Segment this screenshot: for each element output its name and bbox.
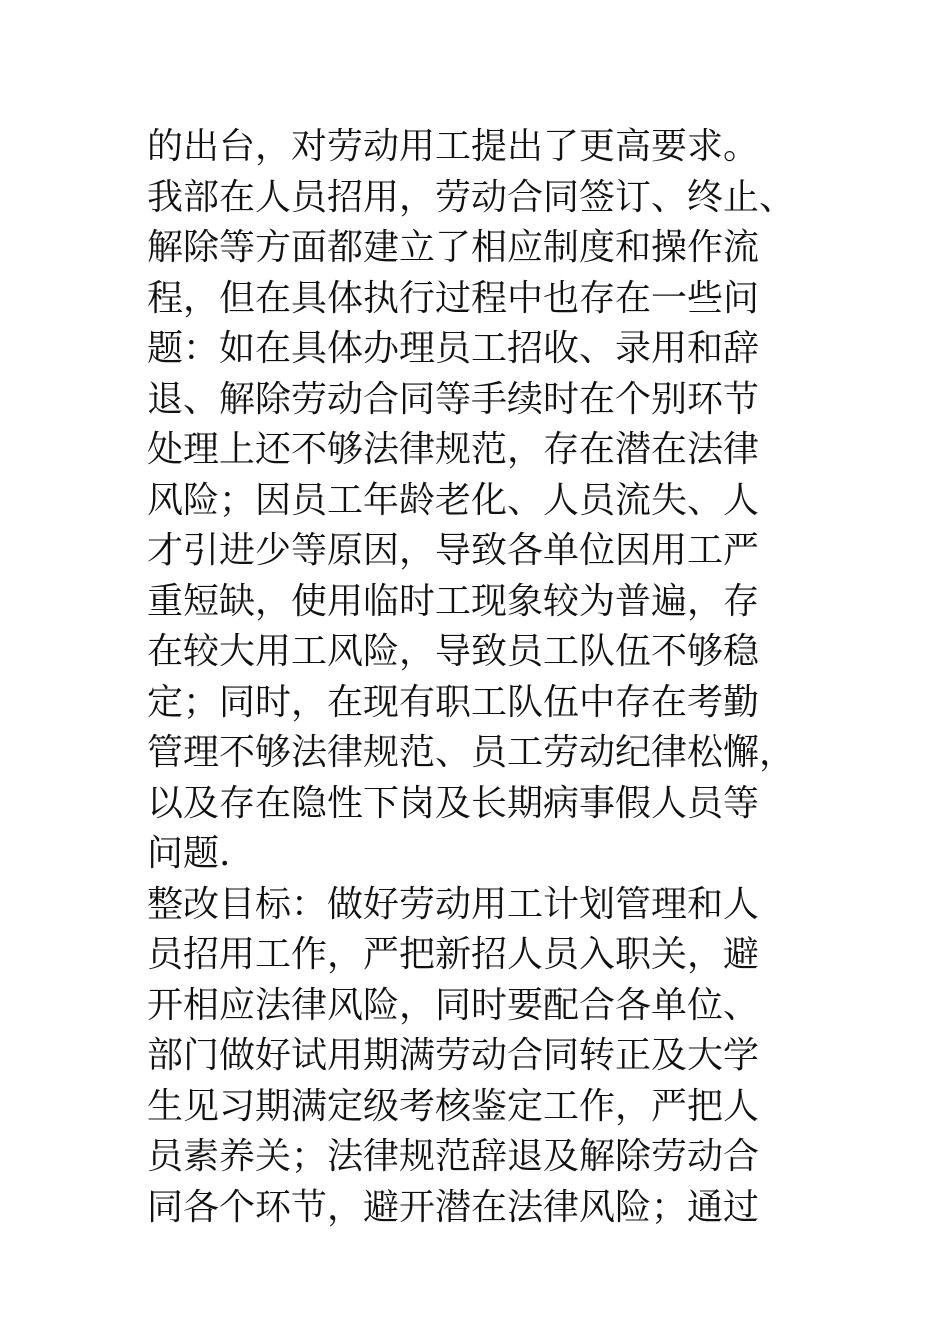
text-line: 退、解除劳动合同等手续时在个别环节 bbox=[147, 378, 760, 420]
body-text bbox=[147, 122, 847, 1233]
text-line: 开相应法律风险，同时要配合各单位、 bbox=[147, 984, 760, 1026]
text-line: 题：如在具体办理员工招收、录用和辞 bbox=[147, 328, 760, 369]
text-line: 生见习期满定级考核鉴定工作，严把人 bbox=[147, 1085, 760, 1127]
text-line: 解除等方面都建立了相应制度和操作流 bbox=[147, 227, 760, 268]
text-line: 定；同时，在现有职工队伍中存在考勤 bbox=[147, 681, 760, 723]
text-line: 以及存在隐性下岗及长期病事假人员等 bbox=[147, 782, 760, 824]
text-line: 管理不够法律规范、员工劳动纪律松懈， bbox=[147, 732, 796, 773]
text-line: 员招用工作，严把新招人员入职关，避 bbox=[147, 934, 760, 975]
text-line: 整改目标：做好劳动用工计划管理和人 bbox=[147, 883, 760, 925]
text-line: 的出台，对劳动用工提出了更高要求。 bbox=[147, 126, 760, 167]
text-line: 员素养关；法律规范辞退及解除劳动合 bbox=[147, 1136, 760, 1177]
text-line: 在较大用工风险，导致员工队伍不够稳 bbox=[147, 631, 760, 672]
text-line: 程，但在具体执行过程中也存在一些问 bbox=[147, 277, 760, 319]
text-line: 处理上还不够法律规范，存在潜在法律 bbox=[147, 429, 760, 470]
text-line: 问题. bbox=[147, 833, 231, 874]
text-line: 才引进少等原因，导致各单位因用工严 bbox=[147, 530, 760, 571]
text-line: 同各个环节，避开潜在法律风险；通过 bbox=[147, 1186, 760, 1228]
text-line: 风险；因员工年龄老化、人员流失、人 bbox=[147, 479, 760, 521]
text-line: 我部在人员招用，劳动合同签订、终止、 bbox=[147, 176, 796, 218]
text-line: 重短缺，使用临时工现象较为普遍，存 bbox=[147, 580, 760, 622]
text-line: 部门做好试用期满劳动合同转正及大学 bbox=[147, 1035, 760, 1076]
